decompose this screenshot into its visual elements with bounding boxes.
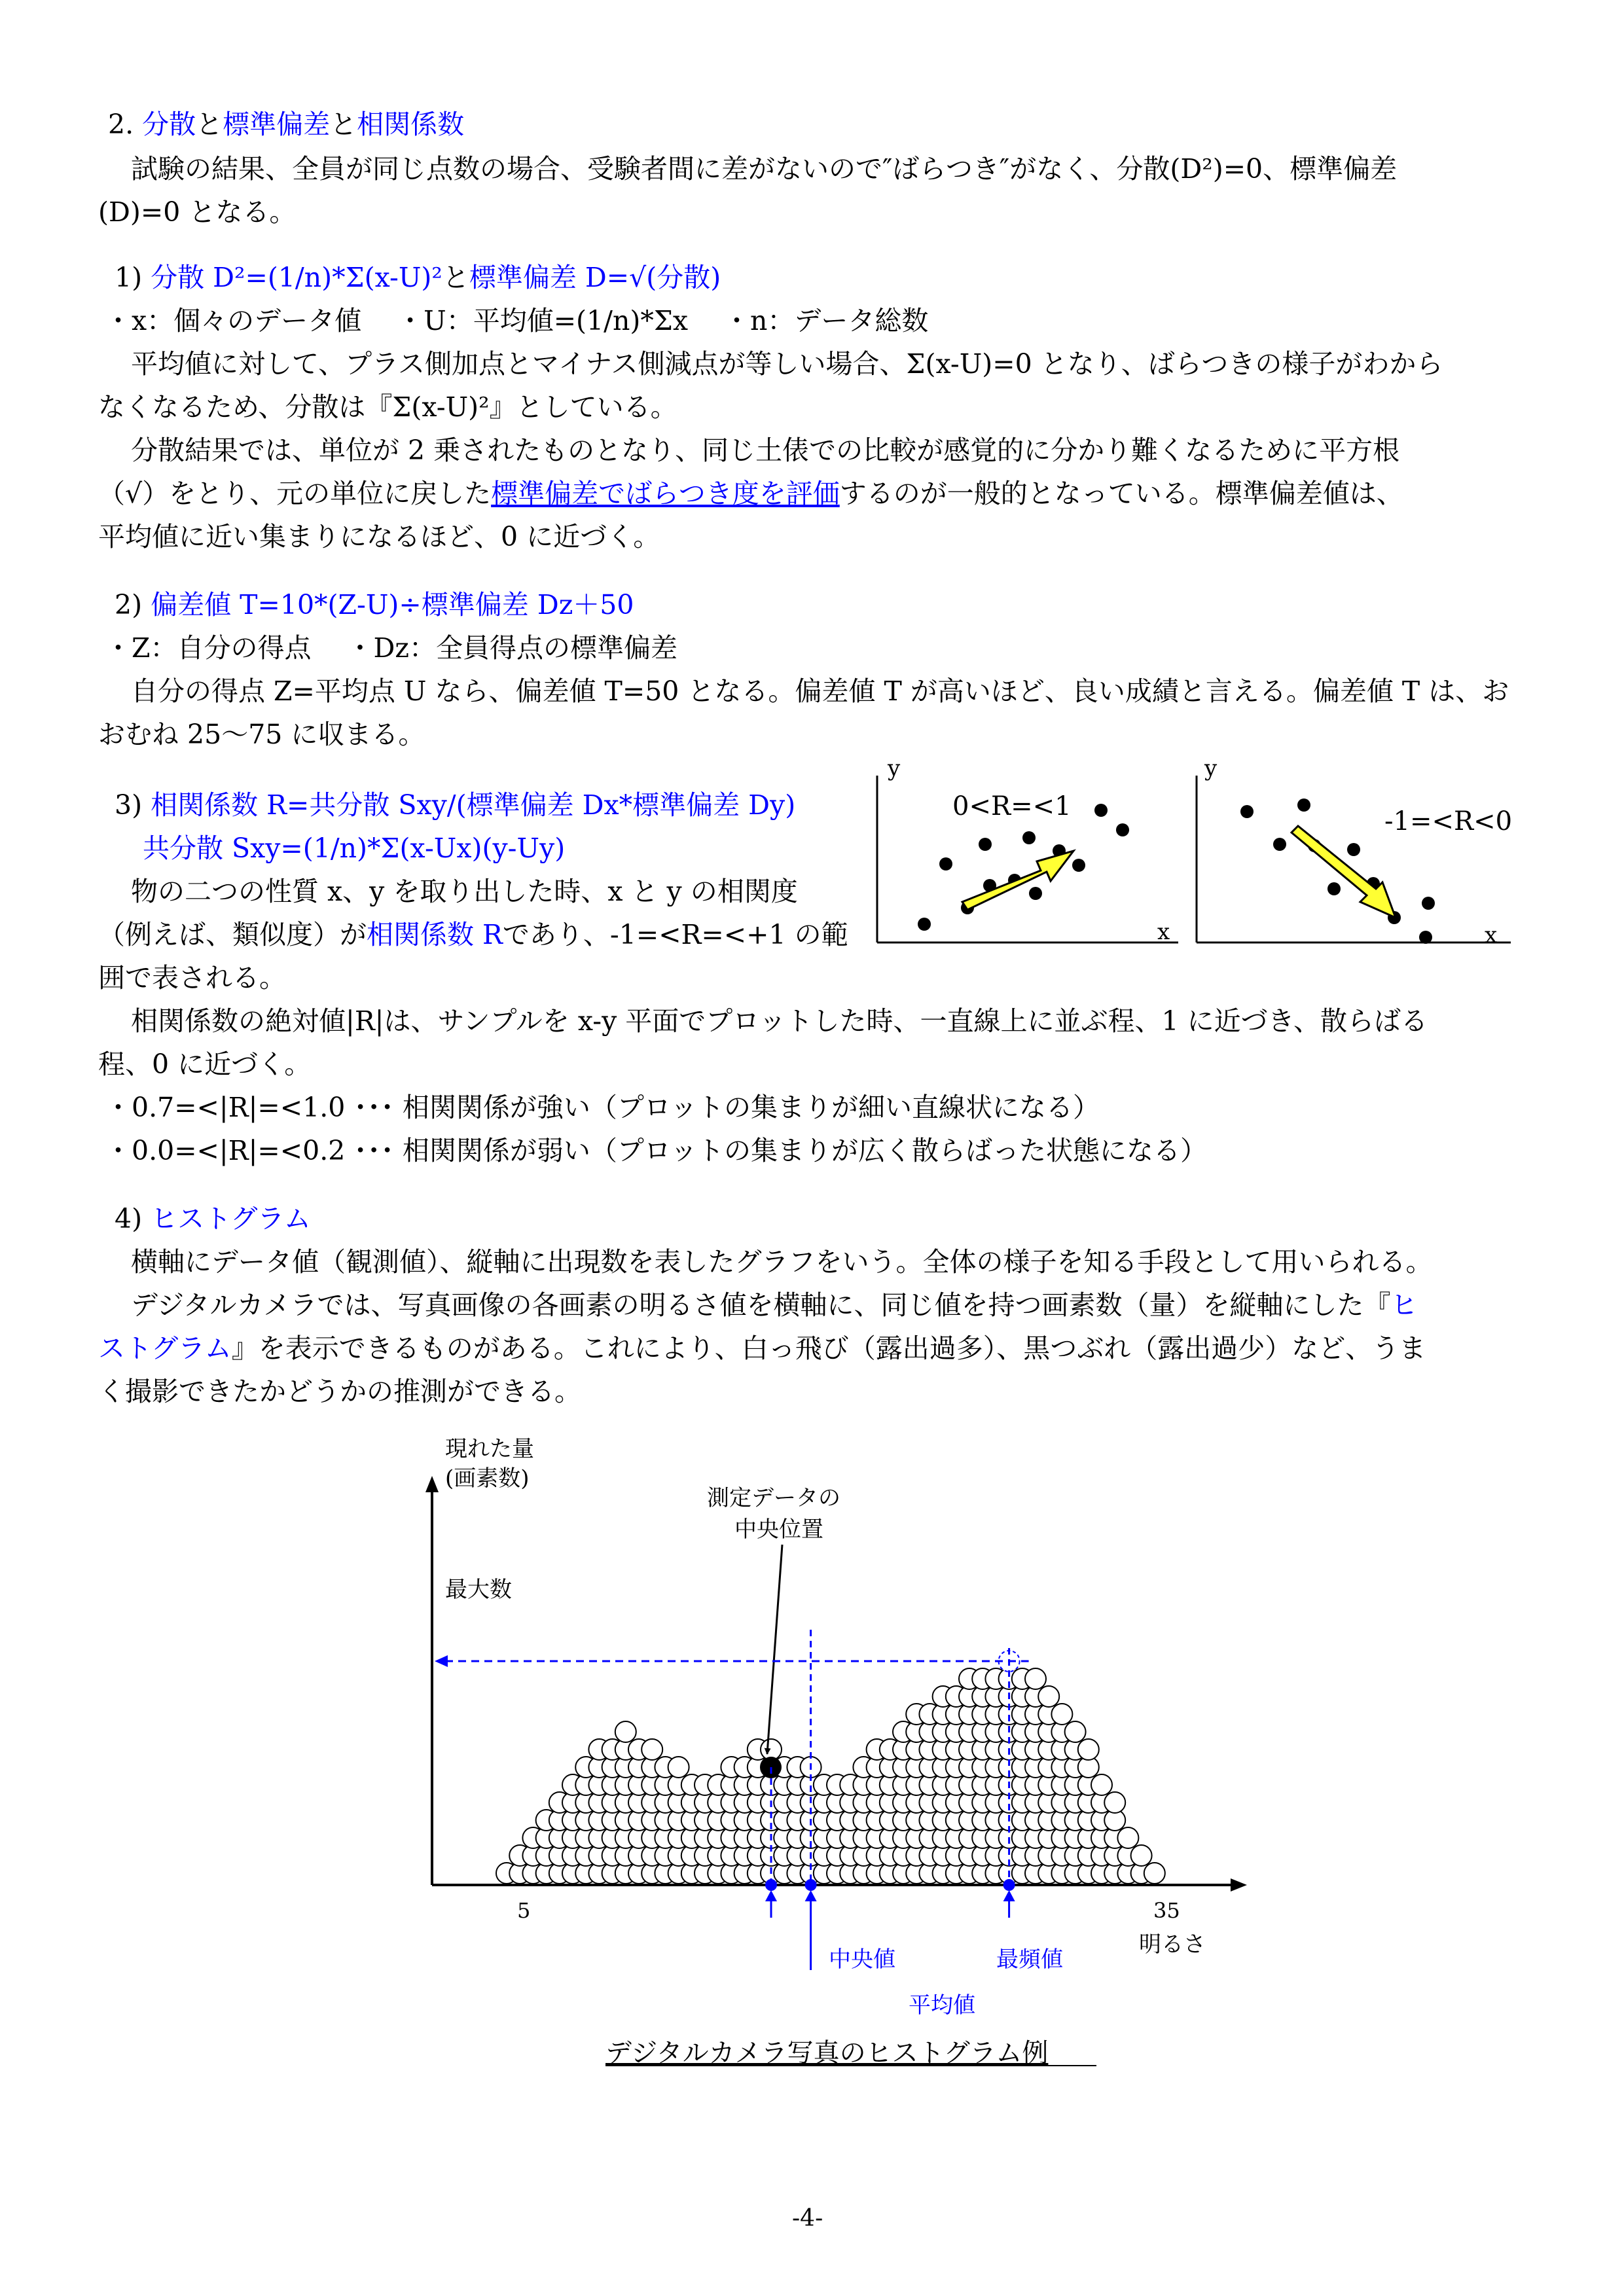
y-axis-arrowhead — [425, 1476, 439, 1492]
histogram-cell — [1065, 1721, 1086, 1742]
histogram-cell — [668, 1757, 689, 1778]
positive-correlation-plot — [877, 755, 1178, 945]
max-count-arrowhead — [435, 1655, 448, 1667]
s4-number: 4) — [115, 1203, 143, 1234]
s3-formula-sxy: 共分散 Sxy=(1/n)*Σ(x-Ux)(y-Uy) — [143, 833, 566, 864]
s1-definitions: ・x：個々のデータ値 ・U：平均値=(1/n)*Σx ・n：データ総数 — [105, 305, 929, 336]
s4-heading — [115, 1199, 311, 1238]
s4-p2-post: 』を表示できるものがある。これにより、白っ飛び（露出過多）、黒つぶれ（露出過少）など、うま — [231, 1333, 1426, 1364]
heading-and-1: と — [196, 109, 223, 140]
s1-stddev-formula: 標準偏差 D=√(分散) — [469, 262, 721, 293]
s2-number: 2) — [115, 589, 143, 620]
histogram-cell — [1051, 1704, 1072, 1725]
data-point — [1422, 897, 1435, 910]
s3-bullet-strong: ・0.7=<|R|=<1.0 ･･･ 相関関係が強い（プロットの集まりが細い直線状になる） — [105, 1092, 1100, 1123]
histogram-cell — [1131, 1845, 1152, 1866]
x-tick-start: 5 — [517, 1898, 531, 1923]
data-point — [979, 838, 992, 851]
histogram-cell — [641, 1739, 662, 1760]
s3-formula-r: 相関係数 R=共分散 Sxy/(標準偏差 Dx*標準偏差 Dy) — [151, 789, 796, 821]
s3-p2-line-2: 程、0 に近づく。 — [98, 1049, 312, 1080]
section-heading — [108, 105, 464, 144]
s3-p2-line-1: 相関係数の絶対値|R|は、サンプルを x-y 平面でプロットした時、一直線上に並ぶ程、1 に近づき、散らばる — [131, 1005, 1428, 1037]
heading-correlation: 相関係数 — [357, 109, 465, 140]
histogram-cell — [1025, 1668, 1046, 1689]
s4-term-part-2: ストグラム — [98, 1333, 232, 1364]
s3-number: 3) — [115, 789, 143, 821]
s1-variance-formula: 分散 D²=(1/n)*Σ(x-U)² — [151, 262, 442, 293]
median-pointer-head — [765, 1890, 777, 1901]
data-point — [1419, 931, 1432, 944]
s3-p1-pre: （例えば、類似度）が — [98, 919, 367, 950]
data-point — [918, 918, 931, 931]
range-label: 0<R=<1 — [952, 791, 1072, 821]
median-note-arrow — [767, 1545, 782, 1754]
median-axis-dot — [765, 1879, 777, 1891]
mode-label: 最頻値 — [996, 1946, 1063, 1973]
histogram-cell — [1117, 1827, 1138, 1848]
mode-axis-dot — [1003, 1879, 1015, 1891]
max-count-label: 最大数 — [445, 1577, 512, 1603]
x-axis-label: x — [1485, 922, 1498, 948]
histogram-cell — [1038, 1686, 1059, 1707]
s4-p1: 横軸にデータ値（観測値）、縦軸に出現数を表したグラフをいう。全体の様子を知る手段として用いられる。 — [131, 1246, 1433, 1278]
heading-stddev: 標準偏差 — [223, 109, 331, 140]
x-axis-arrowhead — [1231, 1878, 1247, 1892]
s1-p2-pre: （√）をとり、元の単位に戻した — [98, 478, 492, 509]
median-note-line-1: 測定データの — [707, 1485, 840, 1511]
histogram-bars — [496, 1651, 1165, 1884]
s1-p2-post: するのが一般的となっている。標準偏差値は、 — [839, 478, 1403, 509]
s4-p2-line-2 — [98, 1329, 1426, 1368]
mean-pointer-head — [805, 1890, 817, 1901]
x-tick-end: 35 — [1153, 1898, 1180, 1923]
s1-stddev-link[interactable]: 標準偏差でばらつき度を評価 — [491, 478, 840, 509]
data-point — [1273, 838, 1286, 851]
s3-bullet-weak: ・0.0=<|R|=<0.2 ･･･ 相関関係が弱い（プロットの集まりが広く散らばった状態になる） — [105, 1135, 1208, 1166]
s3-p1-line-3: 囲で表される。 — [98, 962, 286, 994]
s2-formula: 偏差値 T=10*(Z-U)÷標準偏差 Dz＋50 — [151, 589, 634, 620]
s1-p1-line-1: 平均値に対して、プラス側加点とマイナス側減点が等しい場合、Σ(x-U)=0 となり、ばらつきの様子がわから — [131, 348, 1443, 380]
y-axis-unit: (画素数) — [445, 1465, 530, 1492]
s4-p2-line-1 — [131, 1285, 1418, 1325]
s4-p2-pre: デジタルカメラでは、写真画像の各画素の明るさ値を横軸に、同じ値を持つ画素数（量）を縦軸にした『 — [131, 1289, 1391, 1321]
median-label: 中央値 — [829, 1946, 895, 1973]
s4-term-part-1: ヒ — [1390, 1289, 1418, 1321]
s3-p1-post: であり、-1=<R=<+1 の範 — [502, 919, 848, 950]
x-axis-label: x — [1157, 919, 1170, 945]
s3-p1-line-2 — [98, 915, 848, 954]
negative-correlation-plot — [1197, 755, 1512, 948]
data-point — [1094, 804, 1108, 817]
x-axis-label: 明るさ — [1139, 1931, 1206, 1958]
section-number: 2. — [108, 109, 134, 140]
intro-line-2: (D)=0 となる。 — [98, 196, 297, 228]
s1-p1-line-2: なくなるため、分散は『Σ(x-U)²』としている。 — [98, 391, 677, 423]
s1-p2-line-3: 平均値に近い集まりになるほど、0 に近づく。 — [98, 521, 660, 552]
mean-axis-dot — [805, 1879, 817, 1891]
histogram-figure — [380, 1420, 1296, 2068]
y-axis-label: y — [888, 755, 901, 781]
trend-arrow — [962, 851, 1074, 910]
s1-p2-line-2 — [98, 474, 1403, 513]
s3-r-term: 相関係数 R — [367, 919, 503, 950]
histogram-cell — [1104, 1792, 1125, 1813]
s2-p-line-2: おむね 25～75 に収まる。 — [98, 719, 425, 750]
y-axis-label: 現れた量 — [445, 1436, 534, 1462]
data-point — [1297, 798, 1310, 812]
s1-heading — [115, 258, 721, 297]
page-number: -4- — [792, 2205, 823, 2232]
mean-label: 平均値 — [909, 1992, 975, 2018]
s3-p1-line-1: 物の二つの性質 x、y を取り出した時、x と y の相関度 — [131, 876, 798, 907]
s2-heading — [115, 585, 634, 624]
median-note-line-2: 中央位置 — [734, 1516, 823, 1543]
s3-heading — [115, 785, 795, 825]
intro-line-1: 試験の結果、全員が同じ点数の場合、受験者間に差がないので″ばらつき″がなく、分散(D²)=0、標準偏差 — [131, 153, 1398, 185]
s4-p2-line-3: く撮影できたかどうかの推測ができる。 — [98, 1376, 581, 1407]
y-axis-label: y — [1204, 755, 1218, 781]
trend-arrow — [1291, 826, 1396, 918]
histogram-cell — [1144, 1863, 1165, 1884]
s4-title: ヒストグラム — [151, 1203, 311, 1234]
range-label: -1=<R<0 — [1384, 806, 1513, 836]
histogram-cell — [1078, 1739, 1099, 1760]
histogram-cell — [615, 1721, 636, 1742]
s2-p-line-1: 自分の得点 Z=平均点 U なら、偏差値 T=50 となる。偏差値 T が高いほど、良い成績と言える。偏差値 T は、お — [131, 675, 1509, 707]
correlation-plots — [864, 753, 1525, 962]
data-point — [1116, 823, 1129, 836]
data-point — [1029, 887, 1042, 900]
s2-definitions: ・Z：自分の得点 ・Dz：全員得点の標準偏差 — [105, 632, 677, 664]
mode-pointer-head — [1003, 1890, 1015, 1901]
data-point — [1327, 882, 1341, 895]
histogram-cell — [1091, 1774, 1112, 1795]
s1-number: 1) — [115, 262, 143, 293]
data-point — [1022, 831, 1036, 844]
histogram-caption: デジタルカメラ写真のヒストグラム例 — [605, 2038, 1049, 2068]
data-point — [1072, 859, 1085, 872]
s1-p2-line-1: 分散結果では、単位が 2 乗されたものとなり、同じ土俵での比較が感覚的に分かり難くなるために平方根 — [131, 435, 1400, 466]
heading-and-2: と — [330, 109, 357, 140]
s1-and: と — [442, 262, 469, 293]
data-point — [1240, 805, 1254, 818]
data-point — [1347, 843, 1360, 856]
heading-variance: 分散 — [142, 109, 196, 140]
data-point — [939, 857, 952, 870]
